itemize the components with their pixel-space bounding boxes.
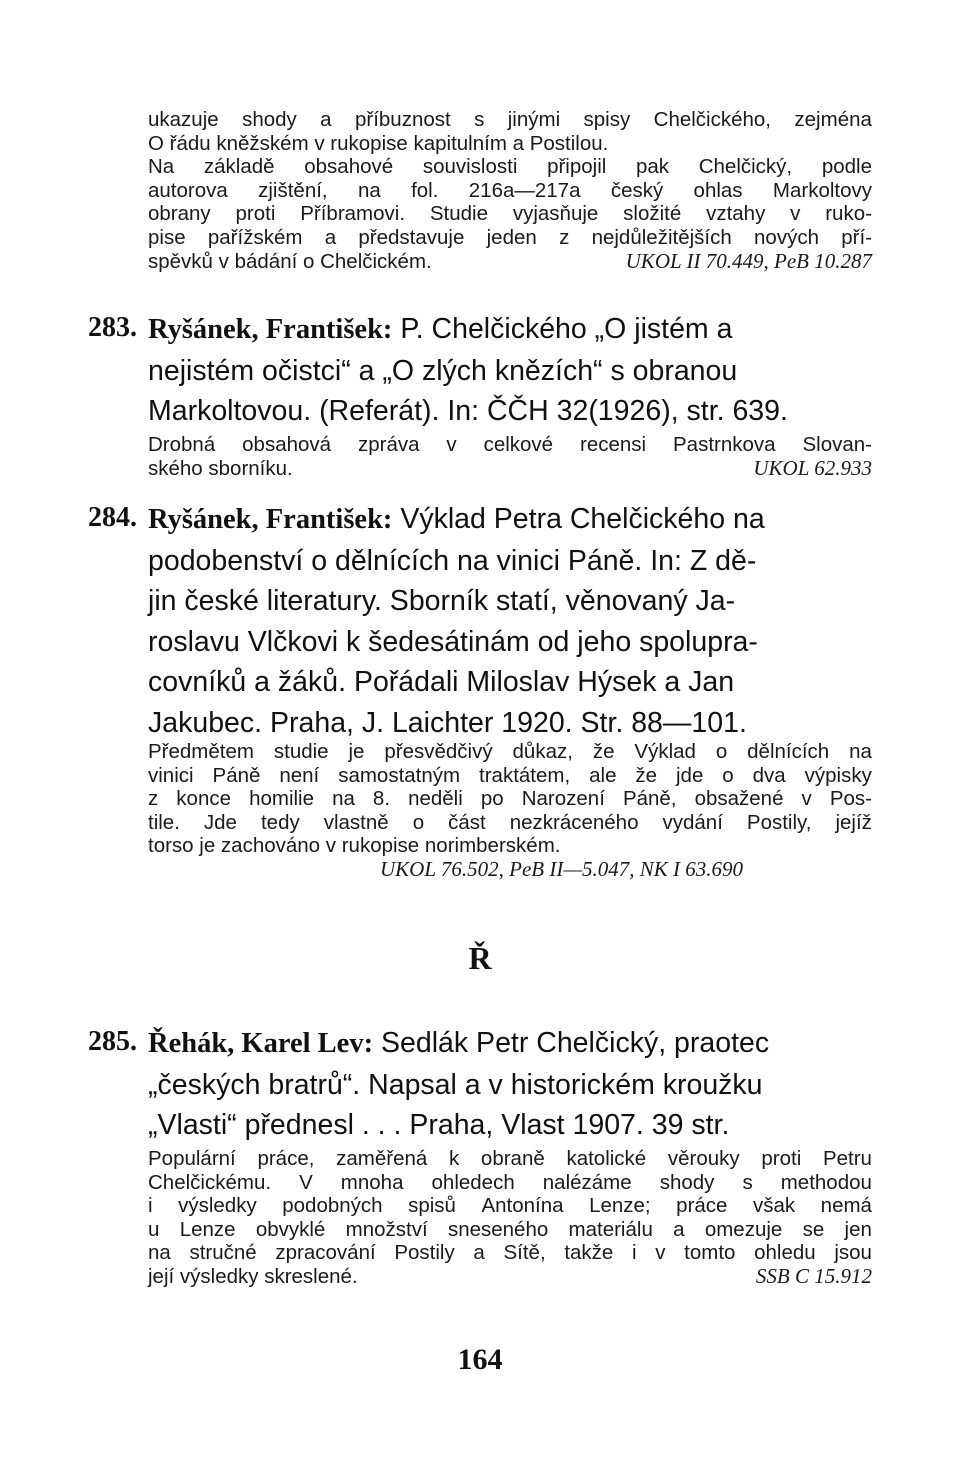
text-line: její výsledky skreslené. bbox=[148, 1264, 358, 1288]
text-line: Předmětem studie je přesvědčivý důkaz, že Výklad o dělnících na bbox=[148, 740, 872, 763]
catalog-reference: UKOL 62.933 bbox=[753, 455, 872, 480]
title-line: jin české literatury. Sborník statí, věnovaný Ja- bbox=[148, 585, 736, 617]
text-line: u Lenze obvyklé množství sneseného materiálu a omezuje se jen bbox=[148, 1217, 872, 1241]
text-line: obrany proti Příbramovi. Studie vyjasňuje složité vztahy v ruko- bbox=[148, 202, 872, 226]
entry-annotation bbox=[148, 433, 872, 480]
text-line: ského sborníku. bbox=[148, 456, 293, 480]
title-line: Markoltovou. (Referát). In: ČČH 32(1926), str. 639. bbox=[148, 395, 788, 427]
text-line: Drobná obsahová zpráva v celkové recensi Pastrnkova Slovan- bbox=[148, 433, 872, 456]
text-line: Na základě obsahové souvislosti připojil pak Chelčický, podle bbox=[148, 155, 872, 179]
title-line bbox=[148, 309, 872, 351]
entry-title bbox=[148, 309, 872, 432]
text-line: Chelčickému. V mnoha ohledech nalézáme shody s methodou bbox=[148, 1170, 872, 1194]
text-line: autorova zjištění, na fol. 216a—217a český ohlas Markoltovy bbox=[148, 178, 872, 202]
entry-author: Ryšánek, František: bbox=[148, 314, 393, 345]
entry-annotation bbox=[148, 1147, 872, 1289]
title-line: covníků a žáků. Pořádali Miloslav Hýsek a Jan bbox=[148, 666, 735, 698]
title-text: Sedlák Petr Chelčický, praotec bbox=[373, 1027, 770, 1059]
title-line: Jakubec. Praha, J. Laichter 1920. Str. 88—101. bbox=[148, 706, 747, 739]
intro-annotation bbox=[148, 108, 872, 273]
entry-number: 283. bbox=[88, 312, 137, 343]
section-letter: Ř bbox=[468, 940, 492, 976]
title-line bbox=[148, 1023, 872, 1065]
title-line: „českých bratrů“. Napsal a v historickém kroužku bbox=[148, 1068, 763, 1101]
entry-title bbox=[148, 1023, 872, 1146]
entry-title bbox=[148, 499, 872, 743]
text-line: ukazuje shody a příbuznost s jinými spisy Chelčického, zejména bbox=[148, 108, 872, 131]
entry-author: Ryšánek, František: bbox=[148, 504, 393, 535]
text-line: vinici Páně není samostatným traktátem, ale že jde o dva výpisky bbox=[148, 763, 872, 787]
title-text: P. Chelčického „O jistém a bbox=[392, 313, 733, 345]
entry-number: 284. bbox=[88, 502, 137, 533]
title-line: „Vlasti“ přednesl . . . Praha, Vlast 1907. 39 str. bbox=[148, 1109, 730, 1141]
text-line: torso je zachováno v rukopise norimberském. bbox=[148, 834, 561, 858]
title-text: Výklad Petra Chelčického na bbox=[392, 503, 765, 535]
entry-number: 285. bbox=[88, 1026, 137, 1057]
title-line: nejistém očistci“ a „O zlých knězích“ s obranou bbox=[148, 354, 738, 387]
catalog-reference: SSB C 15.912 bbox=[755, 1263, 872, 1288]
text-line: z konce homilie na 8. neděli po Narození Páně, obsažené v Pos- bbox=[148, 787, 872, 811]
text-line: i výsledky podobných spisů Antonína Lenze; práce však nemá bbox=[148, 1194, 872, 1218]
entry-author: Řehák, Karel Lev: bbox=[148, 1028, 374, 1059]
text-line: O řádu kněžském v rukopise kapitulním a Postilou. bbox=[148, 131, 609, 155]
catalog-reference: UKOL 76.502, PeB II—5.047, NK I 63.690 bbox=[380, 856, 744, 881]
title-line: roslavu Vlčkovi k šedesátinám od jeho spolupra- bbox=[148, 625, 758, 658]
text-line-with-ref bbox=[148, 250, 872, 274]
page-number: 164 bbox=[457, 1343, 503, 1376]
text-line-with-ref bbox=[148, 457, 872, 481]
text-line: Populární práce, zaměřená k obraně katolické věrouky proti Petru bbox=[148, 1147, 872, 1170]
text-line-with-ref bbox=[148, 1265, 872, 1289]
text-line: pise pařížském a představuje jeden z nejdůležitějších nových pří- bbox=[148, 225, 872, 249]
text-line: spěvků v bádání o Chelčickém. bbox=[148, 249, 432, 273]
catalog-reference: UKOL II 70.449, PeB 10.287 bbox=[625, 248, 872, 273]
title-line bbox=[148, 499, 872, 541]
entry-annotation bbox=[148, 740, 872, 882]
title-line: podobenství o dělnících na vinici Páně. In: Z dě- bbox=[148, 544, 757, 577]
text-line: na stručné zpracování Postily a Sítě, takže i v tomto ohledu jsou bbox=[148, 1241, 872, 1265]
text-line: tile. Jde tedy vlastně o část nezkráceného vydání Postily, jejíž bbox=[148, 810, 872, 834]
